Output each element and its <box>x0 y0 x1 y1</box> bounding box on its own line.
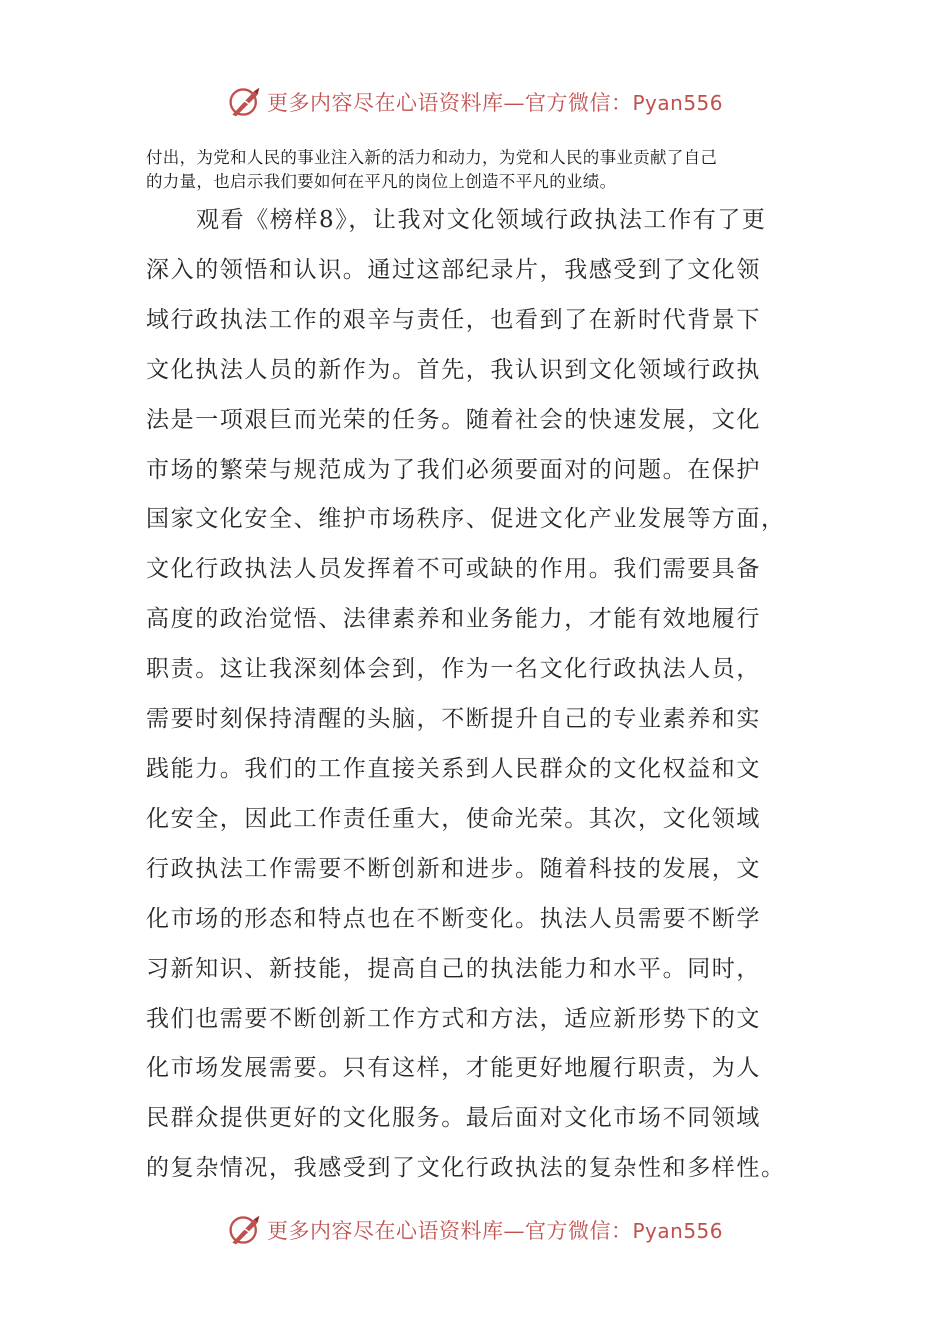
body-line: 践能力。我们的工作直接关系到人民群众的文化权益和文 <box>146 755 761 782</box>
body-line: 民群众提供更好的文化服务。最后面对文化市场不同领域 <box>146 1105 761 1132</box>
lead-line: 的力量，也启示我们要如何在平凡的岗位上创造不平凡的业绩。 <box>146 172 617 191</box>
lead-line: 付出，为党和人民的事业注入新的活力和动力，为党和人民的事业贡献了自己 <box>146 148 718 167</box>
body-line: 的复杂情况，我感受到了文化行政执法的复杂性和多样性。 <box>146 1155 786 1182</box>
body-line: 域行政执法工作的艰辛与责任，也看到了在新时代背景下 <box>146 306 761 333</box>
body-line: 我们也需要不断创新工作方式和方法，适应新形势下的文 <box>146 1005 761 1032</box>
body-line: 文化行政执法人员发挥着不可或缺的作用。我们需要具备 <box>146 556 761 583</box>
header-banner <box>0 82 950 122</box>
footer-banner-id: Pyan556 <box>632 1219 723 1243</box>
lead-paragraph <box>146 146 806 194</box>
body-line: 观看《榜样8》，让我对文化领域行政执法工作有了更 <box>196 207 767 233</box>
body-line: 需要时刻保持清醒的头脑，不断提升自己的专业素养和实 <box>146 706 761 733</box>
body-line: 法是一项艰巨而光荣的任务。随着社会的快速发展，文化 <box>146 406 761 433</box>
footer-banner-cn: 更多内容尽在心语资料库—官方微信： <box>266 1219 633 1243</box>
pen-circle-logo-icon <box>227 1212 263 1248</box>
header-banner-cn: 更多内容尽在心语资料库—官方微信： <box>266 91 633 115</box>
footer-banner-text <box>267 1215 723 1245</box>
body-line: 职责。这让我深刻体会到，作为一名文化行政执法人员， <box>146 656 761 683</box>
body-line: 国家文化安全、维护市场秩序、促进文化产业发展等方面， <box>146 506 786 533</box>
body-line: 市场的繁荣与规范成为了我们必须要面对的问题。在保护 <box>146 456 761 483</box>
body-line: 化市场发展需要。只有这样，才能更好地履行职责，为人 <box>146 1055 761 1082</box>
body-line: 文化执法人员的新作为。首先，我认识到文化领域行政执 <box>146 356 761 383</box>
header-banner-text <box>267 87 723 117</box>
body-line: 化市场的形态和特点也在不断变化。执法人员需要不断学 <box>146 905 761 932</box>
pen-circle-logo-icon <box>227 84 263 120</box>
body-line: 化安全，因此工作责任重大，使命光荣。其次，文化领域 <box>146 805 761 832</box>
header-banner-id: Pyan556 <box>632 91 723 115</box>
body-line: 行政执法工作需要不断创新和进步。随着科技的发展，文 <box>146 855 761 882</box>
body-line: 高度的政治觉悟、法律素养和业务能力，才能有效地履行 <box>146 606 761 633</box>
body-line: 深入的领悟和认识。通过这部纪录片，我感受到了文化领 <box>146 256 761 283</box>
body-paragraph <box>146 196 816 1194</box>
footer-banner <box>0 1210 950 1250</box>
body-line: 习新知识、新技能，提高自己的执法能力和水平。同时， <box>146 955 761 982</box>
